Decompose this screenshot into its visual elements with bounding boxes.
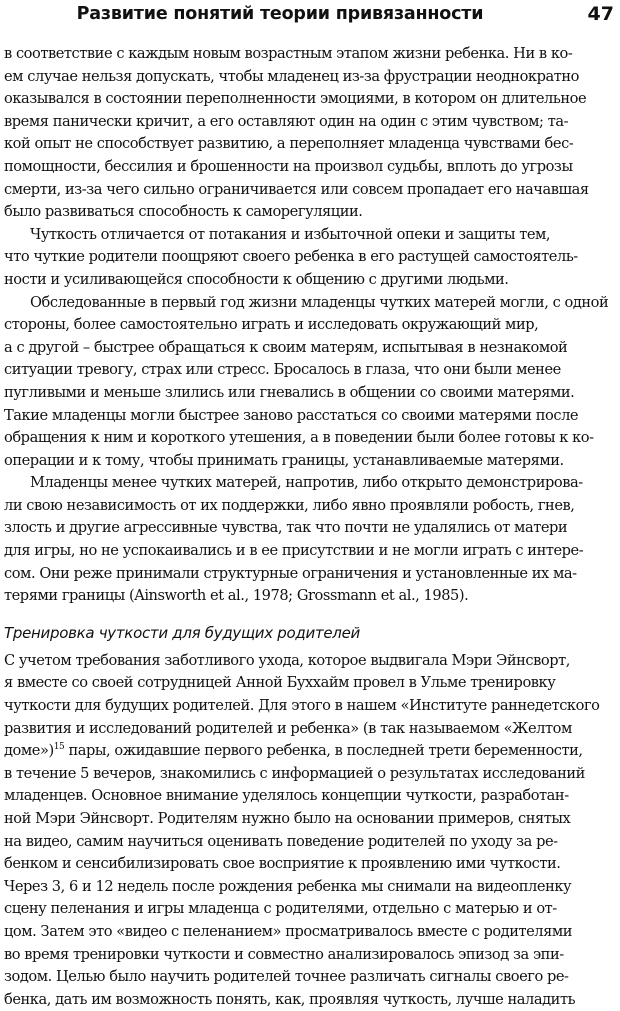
text-line: Обследованные в первый год жизни младенцы чутких матерей могли, с одной xyxy=(30,293,609,311)
text-line: Младенцы менее чутких матерей, напротив, либо открыто демонстрирова- xyxy=(30,474,583,492)
section-subheading: Тренировка чуткости для будущих родителей xyxy=(4,623,360,642)
text-line: С учетом требования заботливого ухода, которое выдвигала Мэри Эйнсворт, xyxy=(4,651,570,669)
text-line: оказывался в состоянии переполненности эмоциями, в котором он длительное xyxy=(4,90,587,108)
paragraph xyxy=(4,472,620,608)
text-line: помощности, бессилия и брошенности на произвол судьбы, вплоть до угрозы xyxy=(4,157,573,175)
paragraph xyxy=(4,292,620,473)
text-segment: пары, ожидавшие первого ребенка, в последней трети беременности, xyxy=(64,742,583,760)
text-line: бенком и сенсибилизировать свое восприятие к проявлению ими чуткости. xyxy=(4,855,561,873)
text-line: время панически кричит, а его оставляют один на один с этим чувством; та- xyxy=(4,112,569,130)
text-line: чуткости для будущих родителей. Для этого в нашем «Институте раннедетского xyxy=(4,697,600,715)
text-line: цом. Затем это «видео с пеленанием» просматривалось вместе с родителями xyxy=(4,922,573,940)
text-line: Такие младенцы могли быстрее заново расстаться со своими матерями после xyxy=(4,406,579,424)
text-line: ситуации тревогу, страх или стресс. Бросалось в глаза, что они были менее xyxy=(4,361,561,379)
text-segment: доме») xyxy=(4,742,54,760)
text-line: для игры, но не успокаивались и в ее присутствии и не могли играть с интере- xyxy=(4,542,584,560)
text-line: ной Мэри Эйнсворт. Родителям нужно было на основании примеров, снятых xyxy=(4,810,571,827)
text-line: бенка, дать им возможность понять, как, проявляя чуткость, лучше наладить xyxy=(4,990,576,1008)
running-title: Развитие понятий теории привязанности xyxy=(76,4,484,24)
text-line: стороны, более самостоятельно играть и исследовать окружающий мир, xyxy=(4,316,539,334)
text-line xyxy=(4,740,620,763)
body-text xyxy=(4,43,620,1011)
text-line: сцену пеленания и игры младенца с родителями, отдельно с матерью и от- xyxy=(4,900,557,918)
footnote-marker: 15 xyxy=(53,742,65,753)
text-line: ности и усиливающейся способности к общению с другими людьми. xyxy=(4,270,509,288)
text-line: Чуткость отличается от потакания и избыточной опеки и защиты тем, xyxy=(30,225,551,243)
text-line: сом. Они реже принимали структурные ограничения и установленные их ма- xyxy=(4,564,577,582)
text-line: Через 3, 6 и 12 недель после рождения ребенка мы снимали на видеопленку xyxy=(4,877,572,895)
text-line: я вместе со своей сотрудницей Анной Буххайм провел в Ульме тренировку xyxy=(4,674,556,692)
text-line: операции и к тому, чтобы принимать границы, устанавливаемые матерями. xyxy=(4,451,564,469)
text-line: развития и исследований родителей и ребенка» (в так называемом «Желтом xyxy=(4,719,572,737)
text-line: на видео, самим научиться оценивать поведение родителей по уходу за ре- xyxy=(4,832,558,850)
page-header xyxy=(0,2,620,28)
text-line: кой опыт не способствует развитию, а переполняет младенца чувствами бес- xyxy=(4,135,574,153)
text-line: пугливыми и меньше злились или гневались в общении со своими матерями. xyxy=(4,383,575,401)
text-line: в течение 5 вечеров, знакомились с информацией о результатах исследований xyxy=(4,764,585,782)
text-line: злость и другие агрессивные чувства, так что почти не удалялись от матери xyxy=(4,519,568,537)
text-line: младенцев. Основное внимание уделялось концепции чуткости, разработан- xyxy=(4,787,569,805)
paragraph xyxy=(4,224,620,292)
text-line: что чуткие родители поощряют своего ребенка в его растущей самостоятель- xyxy=(4,248,578,266)
page-number: 47 xyxy=(587,3,614,25)
text-line: во время тренировки чуткости и совместно анализировалось эпизод за эпи- xyxy=(4,945,564,963)
text-line: а с другой – быстрее обращаться к своим матерям, испытывая в незнакомой xyxy=(4,338,568,356)
text-line: ли свою независимость от их поддержки, либо явно проявляли робость, гнев, xyxy=(4,496,575,514)
text-line: ем случае нельзя допускать, чтобы младенец из-за фрустрации неоднократно xyxy=(4,67,579,85)
text-line: обращения к ним и короткого утешения, а в поведении были более готовы к ко- xyxy=(4,429,594,447)
text-line: смерти, из-за чего сильно ограничивается или совсем пропадает его начавшая xyxy=(4,180,589,198)
text-line: было развиваться способность к саморегуляции. xyxy=(4,203,363,221)
text-line: зодом. Целью было научить родителей точнее различать сигналы своего ре- xyxy=(4,968,569,986)
text-line: в соответствие с каждым новым возрастным этапом жизни ребенка. Ни в ко- xyxy=(4,45,573,62)
paragraph xyxy=(4,43,620,224)
text-line: терями границы (Ainsworth et al., 1978; Grossmann et al., 1985). xyxy=(4,587,469,605)
